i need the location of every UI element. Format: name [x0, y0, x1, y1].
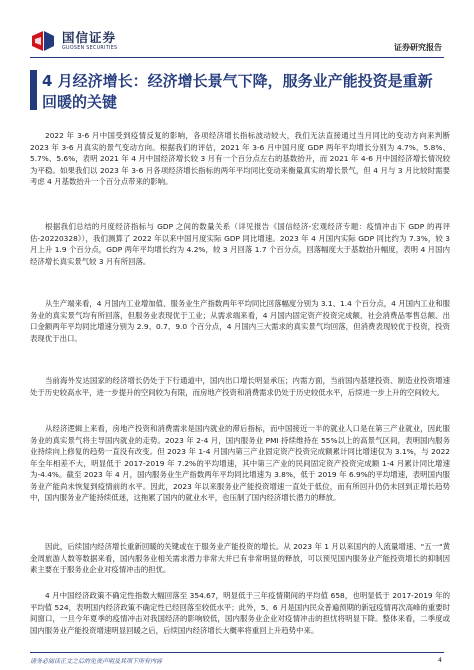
guosen-logo-icon: [30, 28, 56, 54]
paragraph-7: 4 月中国经济政策不确定性指数大幅回落至 354.67，明显低于三年疫情期间的平均值 658，也明显低于 2017-2019 年的平均值 524，表明国内经济政策不确定性已经回落至较低水平；此外，5、6 月是国内民众普遍预期的新冠疫情再次高峰的重要时间窗口，一旦今年夏季的疫情冲击对我国经济的影响较低，国内服务业企业对疫情冲击的担忧将明显下降。整体来看，二季度或国内服务业产能投资增速明显回暖之后，后续国内经济增长大概率将重回上升趋势中来。: [30, 591, 450, 635]
footer-divider: [30, 652, 444, 653]
logo-name-cn: 国信证券: [62, 29, 117, 45]
paragraph-1: 2022 年 3-6 月中国受到疫情反复的影响，各项经济增长指标波动较大，我们无法直接通过当月同比的变动方向来判断 2023 年 3-6 月真实的景气变动方向。根据我们的评估，2021 年 3-6 月中国月度 GDP 两年平均增长分别为 4.7%、5.8%、5.7%、5.6%，表明 2021 年 4 月中国经济增长较 3 月有一个百分点左右的基数抬升，而 2021 年 4-6 月中国经济增长情况较为平稳。如果我们以 2023 年 3-6 月各项经济增长指标的两年平均同比变动来衡量真实的增长景气，但 4 月与 3 月比较时需要考虑 4 月基数抬升一个百分点带来的影响。: [30, 131, 450, 186]
title-accent-bar: [30, 70, 37, 110]
document-type-label: 证券研究报告: [394, 43, 442, 52]
footer-disclaimer: 请务必阅读正文之后的免责声明及其项下所有内容: [30, 658, 163, 665]
paragraph-6: 因此，后续国内经济增长重新回暖的关键或在于服务业产能投资的增长。从 2023 年 1 月以来国内的人流量增速、"五一"黄金周旅游人数等数据来看，国内服务业相关需求潜力非常大并已有非常明显的释放，可以预见国内服务业产能投资增长的抑制因素主要在于服务业企业对疫情冲击的担忧。: [30, 542, 450, 574]
company-logo: [30, 28, 117, 54]
paragraph-5: 从经济逻辑上来看，房地产投资和消费需求是国内就业的滞后指标，而中国接近一半的就业人口是在第三产业就业，因此服务业的真实景气将主导国内就业的走势。2023 年 2-4 月，国内服务业 PMI 持续维持在 55%以上的高景气区间，表明国内服务业持续向上修复的趋势一直没有改变。但 2023 年 1-4 月国内第三产业固定资产投资完成额累计同比增速仅为 3.1%，与 2022 年全年相差不大，明显低于 2017-2019 年 7.2%的平均增速，其中第三产业的民间固定资产投资完成额 1-4 月累计同比增速为-4.4%。截至 2023 年 4 月，国内服务业生产指数两年平均同比增速为 3.8%，低于 2019 年 6.9%的平均增速，表明国内服务业产能尚未恢复到疫情前的水平。因此，2023 年以来服务业产能投资增速一直处于低位，而有所回升仍仍未回到正增长趋势中，国内服务业产能持续低迷，这拖累了国内的就业水平，也压制了国内经济增长潜力的释放。: [30, 424, 450, 502]
paragraph-4: 当前海外发达国家的经济增长仍处于下行通道中，国内出口增长明显承压；内需方面，当前国内基建投资、制造业投资增速处于历史较高水平，进一步提升的空间较为有限，而房地产投资和消费需求仍处于历史较低水平，后续进一步上升的空间较大。: [30, 376, 450, 397]
header-divider: [30, 57, 444, 58]
logo-name-en: GUOSEN SECURITIES: [62, 45, 118, 51]
section-title: 4 月经济增长：经济增长景气下降，服务业产能投资是重新回暖的关键: [42, 72, 433, 111]
paragraph-2: 根据我们总结的月度经济指标与 GDP 之间的数量关系（详见报告《国信经济-宏观经济专题：疫情冲击下 GDP 的再评估-20220328》），我们测算了 2022 年以来中国月度实际 GDP 同比增速。2023 年 4 月国内实际 GDP 同比约为 7.3%，较 3 月上升 1.9 个百分点，GDP 两年平均增长约为 4.2%，较 3 月回落 1.7 个百分点，回落幅度大于基数抬升幅度，表明 4 月国内经济增长真实景气较 3 月有所回落。: [30, 222, 450, 266]
page-number: 4: [437, 656, 442, 664]
paragraph-3: 从生产端来看，4 月国内工业增加值、服务业生产指数两年平均同比回落幅度分别为 3.1、1.4 个百分点，4 月国内工业和服务业的真实景气均有所回落，但服务业表现优于工业；从需求端来看，4 月国内固定资产投资完成额、社会消费品零售总额、出口金额两年平均同比增速分别为 2.9、0.7、9.0 个百分点，4 月国内三大需求的真实景气均回落，但消费表现较优于投资，投资表现优于出口。: [30, 299, 450, 343]
page-header: [0, 0, 474, 72]
